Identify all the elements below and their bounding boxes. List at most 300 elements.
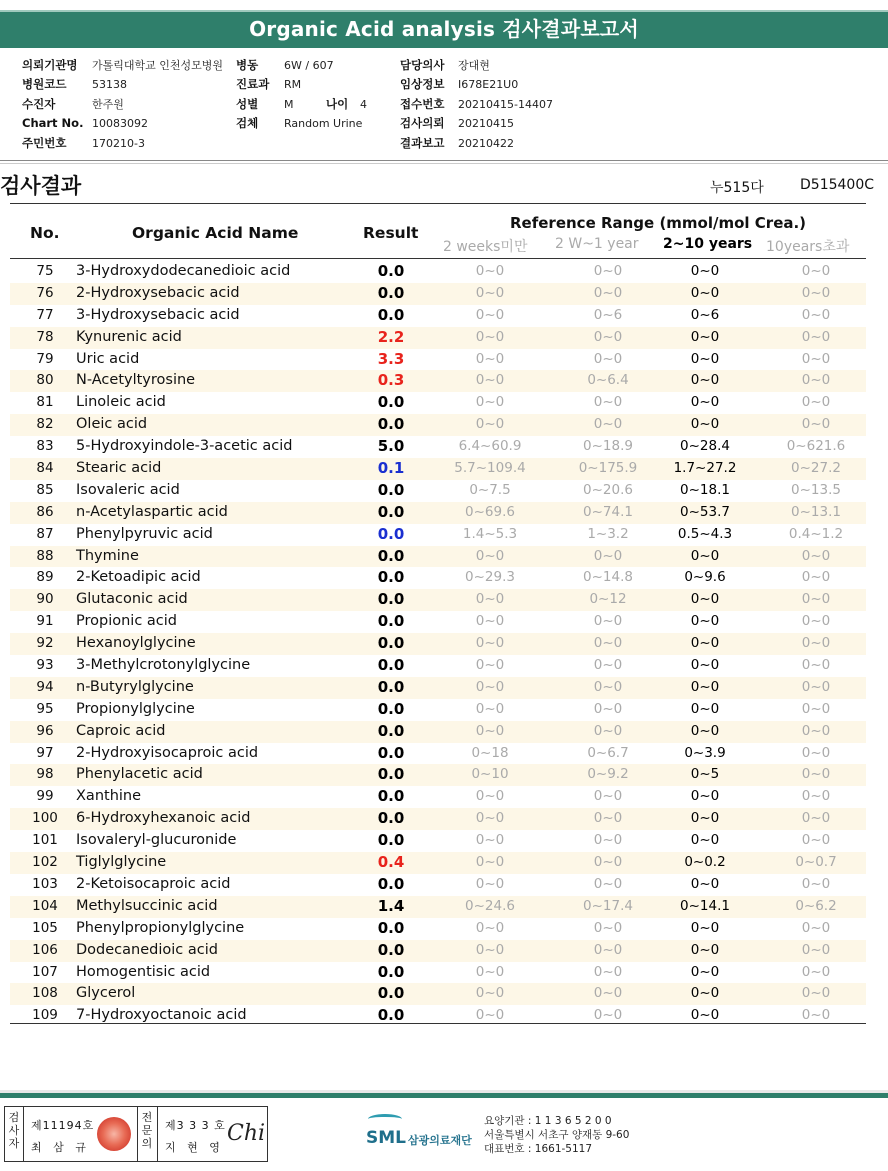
row-number: 90 <box>36 591 54 608</box>
table-row <box>10 655 866 677</box>
range-2-10y: 0~0 <box>690 591 720 608</box>
table-row <box>10 940 866 962</box>
acid-name: Stearic acid <box>76 460 162 477</box>
row-number: 76 <box>36 284 54 301</box>
sml-logo <box>366 1114 478 1154</box>
range-2w-1y: 0~0 <box>593 328 623 345</box>
table-row <box>10 830 866 852</box>
result-value: 0.0 <box>377 940 405 959</box>
result-value: 0.0 <box>377 393 405 412</box>
table-body <box>10 261 866 1027</box>
row-number: 94 <box>36 678 54 695</box>
range-over-10y: 0~0.7 <box>795 854 837 871</box>
row-number: 98 <box>36 766 54 783</box>
range-under-2-weeks: 0~0 <box>475 284 505 301</box>
table-header <box>10 204 866 258</box>
logo-name: 삼광의료재단 <box>408 1134 472 1147</box>
range-2w-1y: 0~0 <box>593 284 623 301</box>
acid-name: Linoleic acid <box>76 394 166 411</box>
range-under-2-weeks: 0~0 <box>475 416 505 433</box>
table-row <box>10 677 866 699</box>
range-over-10y: 0~13.1 <box>791 503 841 520</box>
info-divider-secondary <box>0 163 888 164</box>
range-over-10y: 0~27.2 <box>791 460 841 477</box>
value-ward: 6W / 607 <box>284 59 334 72</box>
label-resident-no: 주민번호 <box>22 135 67 150</box>
range-under-2-weeks: 0~0 <box>475 394 505 411</box>
result-value: 0.0 <box>377 656 405 675</box>
address-line-1: 요양기관 : 1 1 3 6 5 2 0 0 <box>484 1115 612 1127</box>
range-over-10y: 0~0 <box>801 1007 831 1024</box>
range-2-10y: 0~53.7 <box>680 503 730 520</box>
row-number: 78 <box>36 328 54 345</box>
range-under-2-weeks: 0~0 <box>475 722 505 739</box>
result-value: 0.0 <box>377 787 405 806</box>
result-value: 0.0 <box>377 546 405 565</box>
range-over-10y: 0~0 <box>801 810 831 827</box>
label-ward: 병동 <box>236 58 259 72</box>
value-resident-no: 170210-3 <box>92 136 145 150</box>
range-2w-1y: 0~0 <box>593 635 623 652</box>
value-specimen: Random Urine <box>284 117 363 131</box>
table-row <box>10 436 866 458</box>
range-2-10y: 0.5~4.3 <box>677 525 733 542</box>
table-row <box>10 852 866 874</box>
value-patient: 한주원 <box>92 97 124 111</box>
range-2-10y: 0~0 <box>690 635 720 652</box>
row-number: 81 <box>36 394 54 411</box>
range-over-10y: 0~0 <box>801 985 831 1002</box>
handwritten-signature: Chi <box>227 1121 266 1146</box>
result-value: 0.0 <box>377 524 405 543</box>
range-2-10y: 0~0 <box>690 810 720 827</box>
range-2-10y: 0~0 <box>690 613 720 630</box>
table-row <box>10 458 866 480</box>
acid-name: 6-Hydroxyhexanoic acid <box>76 810 251 827</box>
range-2-10y: 0~0 <box>690 547 720 564</box>
row-number: 95 <box>36 700 54 717</box>
table-row <box>10 764 866 786</box>
result-value: 0.0 <box>377 874 405 893</box>
footer-address <box>484 1114 629 1156</box>
range-2w-1y: 0~18.9 <box>583 438 633 455</box>
range-over-10y: 0~0 <box>801 657 831 674</box>
range-2w-1y: 0~0 <box>593 832 623 849</box>
range-over-10y: 0~0 <box>801 328 831 345</box>
range-2-10y: 0~0.2 <box>684 854 726 871</box>
table-row <box>10 305 866 327</box>
table-row <box>10 983 866 1005</box>
result-value: 0.0 <box>377 765 405 784</box>
result-value: 0.0 <box>377 415 405 434</box>
range-over-10y: 0~0 <box>801 394 831 411</box>
label-receipt-no: 접수번호 <box>400 96 445 111</box>
acid-name: Isovaleric acid <box>76 481 180 498</box>
range-2-10y: 0~0 <box>690 788 720 805</box>
range-under-2-weeks: 0~0 <box>475 700 505 717</box>
range-under-2-weeks: 0~0 <box>475 350 505 367</box>
row-number: 107 <box>32 963 58 980</box>
range-2w-1y: 0~0 <box>593 722 623 739</box>
row-number: 80 <box>36 372 54 389</box>
range-over-10y: 0~0 <box>801 788 831 805</box>
range-2-10y: 0~14.1 <box>680 897 730 914</box>
range-under-2-weeks: 0~0 <box>475 810 505 827</box>
range-2w-1y: 0~6.7 <box>587 744 629 761</box>
value-department: RM <box>284 78 302 92</box>
table-row <box>10 699 866 721</box>
range-2w-1y: 0~0 <box>593 263 623 279</box>
result-value: 0.0 <box>377 480 405 499</box>
value-sex: M <box>284 97 294 111</box>
table-row <box>10 962 866 984</box>
header-result: Result <box>363 224 419 242</box>
result-value: 0.0 <box>377 721 405 740</box>
range-2w-1y: 0~0 <box>593 350 623 367</box>
result-value: 0.0 <box>377 918 405 937</box>
table-row <box>10 918 866 940</box>
range-2w-1y: 0~0 <box>593 1007 623 1024</box>
result-value: 2.2 <box>377 327 405 346</box>
range-under-2-weeks: 6.4~60.9 <box>458 438 522 455</box>
range-under-2-weeks: 0~0 <box>475 985 505 1002</box>
range-over-10y: 0~0 <box>801 591 831 608</box>
official-seal-icon <box>97 1117 131 1151</box>
acid-name: Caproic acid <box>76 722 166 739</box>
table-row <box>10 283 866 305</box>
value-age: 4 <box>360 97 367 111</box>
result-value: 0.0 <box>377 568 405 587</box>
info-divider <box>0 160 888 161</box>
value-request-date: 20210415 <box>458 117 514 131</box>
row-number: 91 <box>36 613 54 630</box>
table-header-rule <box>10 258 866 259</box>
range-over-10y: 0~0 <box>801 547 831 564</box>
label-physician: 담당의사 <box>400 58 445 72</box>
acid-name: Xanthine <box>76 788 142 805</box>
label-department: 진료과 <box>236 77 270 92</box>
range-under-2-weeks: 0~0 <box>475 919 505 936</box>
table-row <box>10 743 866 765</box>
table-row <box>10 611 866 633</box>
table-row <box>10 786 866 808</box>
range-2w-1y: 0~17.4 <box>583 897 633 914</box>
range-2w-1y: 0~74.1 <box>583 503 633 520</box>
range-2-10y: 0~6 <box>690 306 720 323</box>
range-over-10y: 0~0 <box>801 372 831 389</box>
result-value: 0.1 <box>377 459 405 478</box>
range-under-2-weeks: 0~0 <box>475 328 505 345</box>
label-chart-no: Chart No. <box>22 116 84 131</box>
header-no: No. <box>30 224 60 242</box>
header-name: Organic Acid Name <box>132 224 299 242</box>
range-2w-1y: 0~0 <box>593 941 623 958</box>
row-number: 84 <box>36 460 54 477</box>
acid-name: 3-Methylcrotonylglycine <box>76 657 251 674</box>
result-value: 0.0 <box>377 1006 405 1025</box>
range-2-10y: 0~0 <box>690 919 720 936</box>
row-number: 108 <box>32 985 58 1002</box>
acid-name: n-Butyrylglycine <box>76 678 194 695</box>
row-number: 96 <box>36 722 54 739</box>
range-over-10y: 0~0 <box>801 350 831 367</box>
range-under-2-weeks: 5.7~109.4 <box>454 460 526 477</box>
info-column-2 <box>236 56 367 134</box>
result-value: 0.0 <box>377 743 405 762</box>
table-row <box>10 524 866 546</box>
result-value: 0.0 <box>377 962 405 981</box>
result-value: 0.4 <box>377 853 405 872</box>
range-2-10y: 0~0 <box>690 875 720 892</box>
range-over-10y: 0~0 <box>801 941 831 958</box>
range-2-10y: 0~0 <box>690 832 720 849</box>
header-range-2-10y: 2~10 years <box>663 236 753 252</box>
range-2-10y: 0~0 <box>690 678 720 695</box>
result-value: 0.0 <box>377 809 405 828</box>
range-2w-1y: 0~6.4 <box>587 372 629 389</box>
range-2-10y: 1.7~27.2 <box>673 460 737 477</box>
row-number: 83 <box>36 438 54 455</box>
table-row <box>10 633 866 655</box>
row-number: 86 <box>36 503 54 520</box>
range-2-10y: 0~9.6 <box>684 569 726 586</box>
acid-name: 5-Hydroxyindole-3-acetic acid <box>76 438 293 455</box>
range-over-10y: 0~13.5 <box>791 481 841 498</box>
table-row <box>10 546 866 568</box>
range-2w-1y: 0~0 <box>593 963 623 980</box>
acid-name: Homogentisic acid <box>76 963 211 980</box>
table-row <box>10 370 866 392</box>
acid-name: Glutaconic acid <box>76 591 188 608</box>
range-2-10y: 0~0 <box>690 722 720 739</box>
result-value: 0.0 <box>377 262 405 280</box>
value-report-date: 20210422 <box>458 136 514 150</box>
header-range-2w-1y: 2 W~1 year <box>555 236 639 252</box>
row-number: 75 <box>36 263 54 279</box>
range-2-10y: 0~0 <box>690 416 720 433</box>
range-under-2-weeks: 0~0 <box>475 678 505 695</box>
info-column-1 <box>22 56 223 153</box>
examiner-vertical-label: 검사자 <box>8 1111 20 1150</box>
range-over-10y: 0~0 <box>801 635 831 652</box>
acid-name: 2-Hydroxysebacic acid <box>76 284 240 301</box>
label-patient: 수진자 <box>22 96 56 111</box>
report-header <box>0 0 888 50</box>
range-over-10y: 0~0 <box>801 875 831 892</box>
row-number: 79 <box>36 350 54 367</box>
label-specimen: 검체 <box>236 116 259 131</box>
examiner-license-no: 제11194호 <box>31 1119 95 1132</box>
range-under-2-weeks: 0~0 <box>475 547 505 564</box>
table-row <box>10 261 866 283</box>
range-2w-1y: 0~0 <box>593 875 623 892</box>
range-under-2-weeks: 0~7.5 <box>469 481 511 498</box>
range-under-2-weeks: 0~29.3 <box>465 569 515 586</box>
value-clinical-info: I678E21U0 <box>458 78 519 92</box>
range-under-2-weeks: 0~0 <box>475 854 505 871</box>
acid-name: 2-Hydroxyisocaproic acid <box>76 744 259 761</box>
result-value: 0.0 <box>377 590 405 609</box>
range-under-2-weeks: 0~0 <box>475 263 505 279</box>
range-over-10y: 0~0 <box>801 722 831 739</box>
section-title: 검사결과 <box>0 174 82 198</box>
signbox-divider-3 <box>157 1107 158 1161</box>
result-value: 0.0 <box>377 634 405 653</box>
acid-name: 2-Ketoadipic acid <box>76 569 201 586</box>
range-under-2-weeks: 0~0 <box>475 1007 505 1024</box>
signbox-divider-2 <box>137 1107 138 1161</box>
range-under-2-weeks: 0~0 <box>475 657 505 674</box>
range-2-10y: 0~0 <box>690 985 720 1002</box>
range-2-10y: 0~0 <box>690 372 720 389</box>
range-2-10y: 0~0 <box>690 963 720 980</box>
range-2-10y: 0~3.9 <box>684 744 726 761</box>
range-2-10y: 0~0 <box>690 657 720 674</box>
result-value: 3.3 <box>377 349 405 368</box>
acid-name: Kynurenic acid <box>76 328 182 345</box>
range-2w-1y: 0~0 <box>593 919 623 936</box>
value-chart-no: 10083092 <box>92 117 148 131</box>
row-number: 97 <box>36 744 54 761</box>
range-2-10y: 0~0 <box>690 941 720 958</box>
label-clinical-info: 임상정보 <box>400 77 445 92</box>
acid-name: 2-Ketoisocaproic acid <box>76 875 231 892</box>
value-physician: 장대현 <box>458 59 490 72</box>
table-row <box>10 480 866 502</box>
range-2w-1y: 0~14.8 <box>583 569 633 586</box>
result-value: 0.0 <box>377 831 405 850</box>
acid-name: n-Acetylaspartic acid <box>76 503 228 520</box>
range-under-2-weeks: 0~0 <box>475 788 505 805</box>
range-2w-1y: 0~0 <box>593 678 623 695</box>
result-value: 0.0 <box>377 699 405 718</box>
range-2w-1y: 0~0 <box>593 394 623 411</box>
range-under-2-weeks: 0~0 <box>475 635 505 652</box>
range-over-10y: 0~0 <box>801 700 831 717</box>
table-row <box>10 502 866 524</box>
acid-name: Phenylacetic acid <box>76 766 203 783</box>
row-number: 109 <box>32 1007 58 1024</box>
footer-band <box>0 1090 888 1098</box>
table-row <box>10 327 866 349</box>
range-2w-1y: 0~9.2 <box>587 766 629 783</box>
range-over-10y: 0~0 <box>801 416 831 433</box>
row-number: 82 <box>36 416 54 433</box>
row-number: 88 <box>36 547 54 564</box>
range-over-10y: 0~0 <box>801 569 831 586</box>
row-number: 93 <box>36 657 54 674</box>
range-2-10y: 0~5 <box>690 766 720 783</box>
range-2w-1y: 0~0 <box>593 416 623 433</box>
label-report-date: 결과보고 <box>400 135 445 150</box>
logo-mark: SML <box>366 1128 406 1148</box>
range-under-2-weeks: 0~0 <box>475 941 505 958</box>
row-number: 92 <box>36 635 54 652</box>
range-over-10y: 0~0 <box>801 919 831 936</box>
range-2-10y: 0~18.1 <box>680 481 730 498</box>
range-under-2-weeks: 0~0 <box>475 613 505 630</box>
result-value: 0.0 <box>377 612 405 631</box>
range-under-2-weeks: 0~0 <box>475 875 505 892</box>
range-over-10y: 0.4~1.2 <box>788 525 844 542</box>
range-2w-1y: 0~0 <box>593 657 623 674</box>
header-range-under-2-weeks: 2 weeks미만 <box>443 239 528 255</box>
acid-name: 3-Hydroxysebacic acid <box>76 306 240 323</box>
range-under-2-weeks: 0~0 <box>475 832 505 849</box>
range-2-10y: 0~0 <box>690 700 720 717</box>
range-2w-1y: 0~6 <box>593 306 623 323</box>
range-under-2-weeks: 0~18 <box>471 744 509 761</box>
result-value: 0.0 <box>377 677 405 696</box>
range-2w-1y: 0~0 <box>593 700 623 717</box>
range-2w-1y: 0~0 <box>593 547 623 564</box>
range-2-10y: 0~0 <box>690 284 720 301</box>
range-2w-1y: 0~0 <box>593 810 623 827</box>
range-over-10y: 0~0 <box>801 613 831 630</box>
range-over-10y: 0~0 <box>801 766 831 783</box>
acid-name: Isovaleryl-glucuronide <box>76 832 237 849</box>
row-number: 104 <box>32 897 58 914</box>
label-hospital-code: 병원코드 <box>22 77 67 92</box>
acid-name: 3-Hydroxydodecanedioic acid <box>76 263 291 279</box>
acid-name: Oleic acid <box>76 416 148 433</box>
acid-name: Uric acid <box>76 350 140 367</box>
acid-name: Thymine <box>76 547 139 564</box>
table-row <box>10 392 866 414</box>
table-bottom-rule <box>10 1023 866 1024</box>
row-number: 89 <box>36 569 54 586</box>
value-receipt-no: 20210415-14407 <box>458 97 553 111</box>
address-line-3: 대표번호 : 1661-5117 <box>484 1143 593 1155</box>
header-range-over-10y: 10years초과 <box>766 239 850 255</box>
label-sex: 성별 <box>236 96 259 111</box>
signature-box <box>4 1106 268 1162</box>
range-over-10y: 0~0 <box>801 678 831 695</box>
result-value: 0.0 <box>377 502 405 521</box>
label-request-date: 검사의뢰 <box>400 116 445 131</box>
examiner-name: 최 삼 규 <box>31 1141 90 1154</box>
range-2-10y: 0~0 <box>690 328 720 345</box>
acid-name: Glycerol <box>76 985 136 1002</box>
range-2w-1y: 1~3.2 <box>587 525 629 542</box>
range-2-10y: 0~0 <box>690 1007 720 1024</box>
range-under-2-weeks: 0~24.6 <box>465 897 515 914</box>
range-over-10y: 0~0 <box>801 263 831 279</box>
range-under-2-weeks: 0~0 <box>475 963 505 980</box>
result-value: 0.3 <box>377 371 405 390</box>
result-value: 0.0 <box>377 984 405 1003</box>
acid-name: 7-Hydroxyoctanoic acid <box>76 1007 247 1024</box>
info-column-3 <box>400 56 553 153</box>
acid-name: Tiglylglycine <box>76 854 167 871</box>
report-title: Organic Acid analysis 검사결과보고서 <box>249 17 639 41</box>
address-line-2: 서울특별시 서초구 양재동 9-60 <box>484 1129 630 1141</box>
label-requesting-institution: 의뢰기관명 <box>22 58 78 72</box>
table-row <box>10 808 866 830</box>
result-value: 1.4 <box>377 896 405 915</box>
value-hospital-code: 53138 <box>92 78 127 92</box>
acid-name: Dodecanedioic acid <box>76 941 218 958</box>
range-2w-1y: 0~175.9 <box>578 460 638 477</box>
section-code-1: 누515다 <box>710 180 764 196</box>
range-2w-1y: 0~0 <box>593 788 623 805</box>
range-under-2-weeks: 0~10 <box>471 766 509 783</box>
specialist-license-no: 제3 3 3 호 <box>165 1119 226 1132</box>
row-number: 99 <box>36 788 54 805</box>
table-row <box>10 414 866 436</box>
acid-name: Phenylpropionylglycine <box>76 919 245 936</box>
range-over-10y: 0~0 <box>801 284 831 301</box>
